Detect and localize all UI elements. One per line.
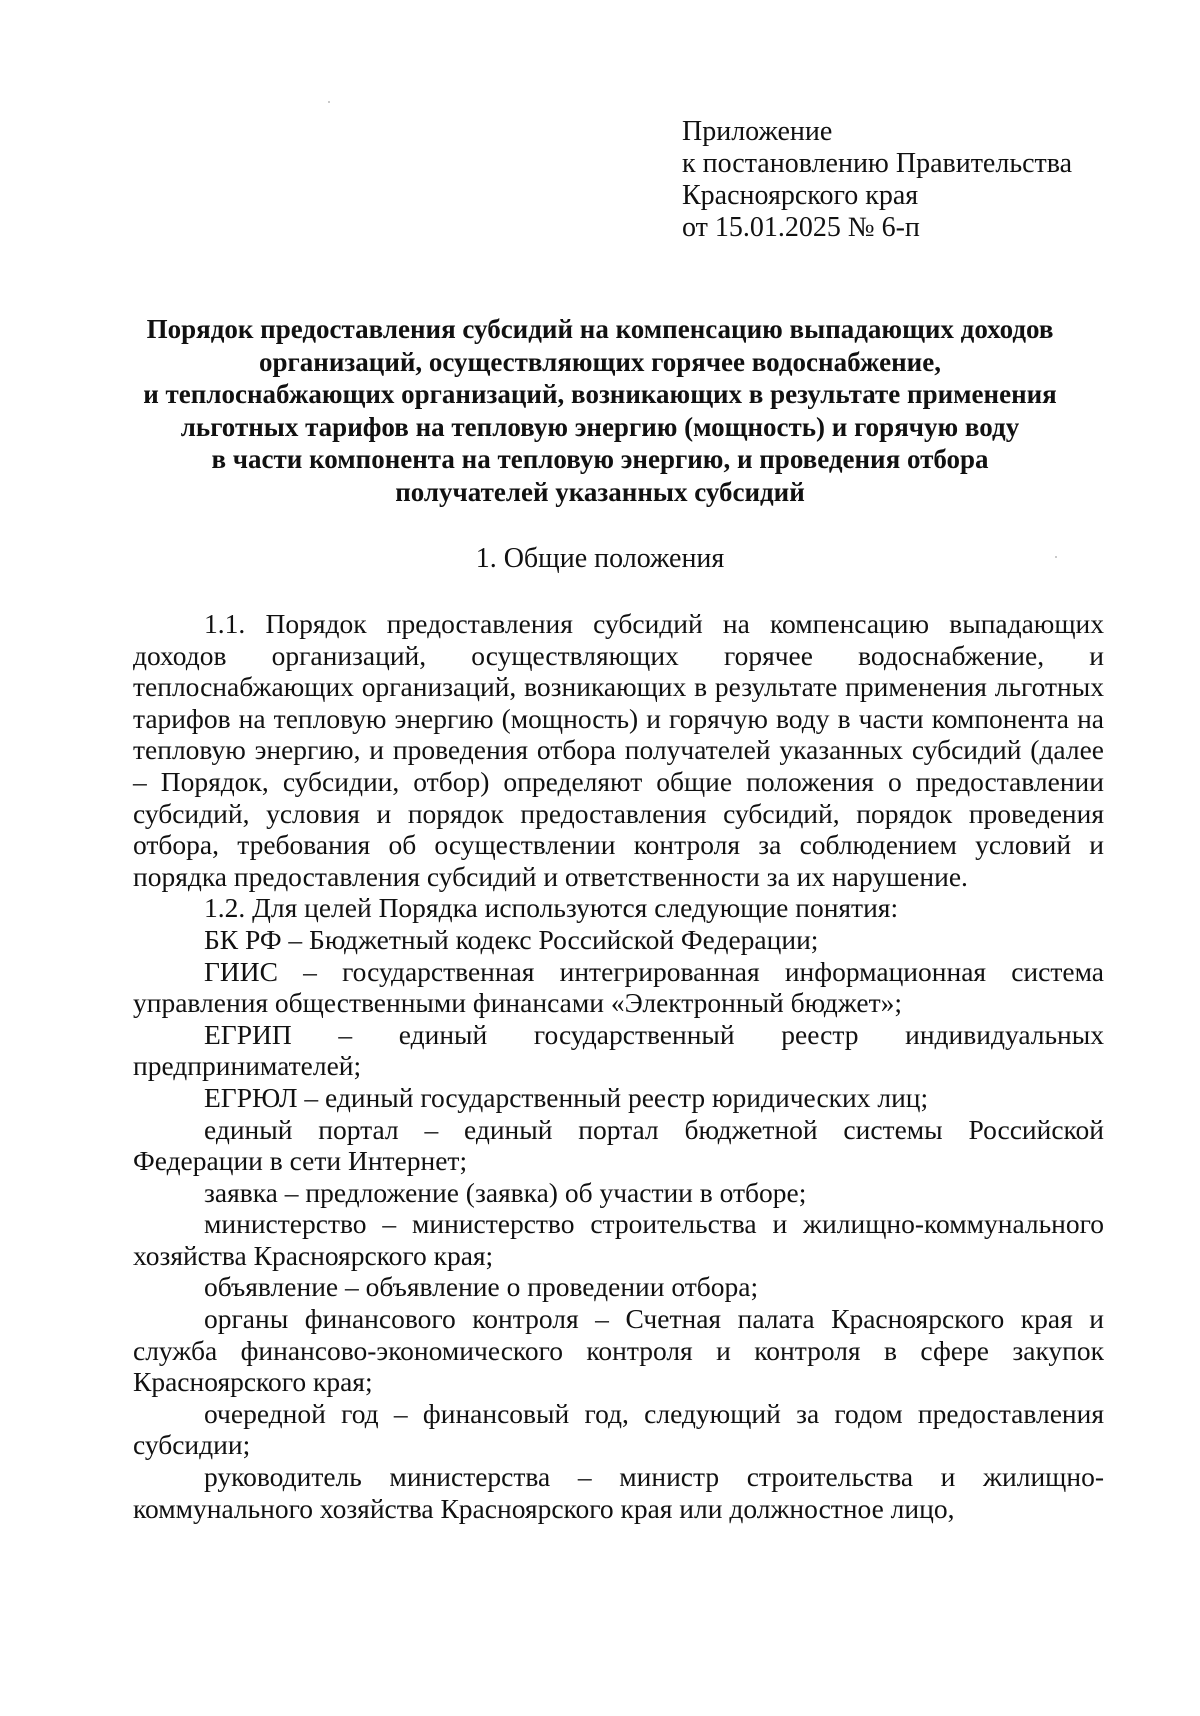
paragraph: единый портал – единый портал бюджетной системы Российской Федерации в сети Интернет; <box>133 1113 1104 1177</box>
paragraph: руководитель министерства – министр строительства и жилищно-коммунального хозяйства Красноярского края или должностное лицо, <box>133 1461 1104 1524</box>
paragraph: объявление – объявление о проведении отбора; <box>204 1271 759 1303</box>
title-line: получателей указанных субсидий <box>395 476 805 507</box>
appendix-line: Приложение <box>682 116 833 147</box>
title-line: и теплоснабжающих организаций, возникающих в результате применения <box>143 379 1057 409</box>
title-line: организаций, осуществляющих горячее водоснабжение, <box>259 346 941 377</box>
body-text <box>133 608 1104 1524</box>
paragraph: ЕГРИП – единый государственный реестр индивидуальных предпринимателей; <box>133 1018 1104 1082</box>
appendix-line: к постановлению Правительства <box>682 148 1073 179</box>
title-line: в части компонента на тепловую энергию, и проведения отбора <box>211 444 989 474</box>
appendix-line: Красноярского края <box>682 180 919 211</box>
paragraph: очередной год – финансовый год, следующий за годом предоставления субсидии; <box>133 1397 1104 1461</box>
scan-speck <box>328 101 330 103</box>
section-heading: 1. Общие положения <box>475 543 725 574</box>
paragraph: заявка – предложение (заявка) об участии в отборе; <box>204 1176 807 1208</box>
appendix-line: от 15.01.2025 № 6-п <box>682 212 920 243</box>
paragraph: органы финансового контроля – Счетная палата Красноярского края и служба финансово-экономического контроля и контроля в сфере закупок Красноярского края; <box>133 1303 1104 1398</box>
paragraph: 1.2. Для целей Порядка используются следующие понятия: <box>204 892 899 924</box>
paragraph: ЕГРЮЛ – единый государственный реестр юридических лиц; <box>204 1081 929 1113</box>
paragraph: БК РФ – Бюджетный кодекс Российской Федерации; <box>204 923 819 955</box>
paragraph: ГИИС – государственная интегрированная информационная система управления общественными финансами «Электронный бюджет»; <box>133 955 1104 1019</box>
paragraph: министерство – министерство строительства и жилищно-коммунального хозяйства Красноярского края; <box>133 1208 1104 1271</box>
title-line: льготных тарифов на тепловую энергию (мощность) и горячую воду <box>180 411 1020 442</box>
document-title <box>100 313 1100 508</box>
title-line: Порядок предоставления субсидий на компенсацию выпадающих доходов <box>146 314 1054 344</box>
appendix-block <box>682 116 1152 244</box>
paragraph: 1.1. Порядок предоставления субсидий на компенсацию выпадающих доходов организаций, осуществляющих горячее водоснабжение, и теплоснабжающих организаций, возникающих в результате применения льготных тарифов на тепловую энергию (мощность) и горячую воду в части компонента на тепловую энергию, и проведения отбора получателей указанных субсидий (далее – Порядок, субсидии, отбор) определяют общие положения о предоставлении субсидий, условия и порядок предоставления субсидий, порядок проведения отбора, требования об осуществлении контроля за соблюдением условий и порядка предоставления субсидий и ответственности за их нарушение. <box>133 608 1104 892</box>
